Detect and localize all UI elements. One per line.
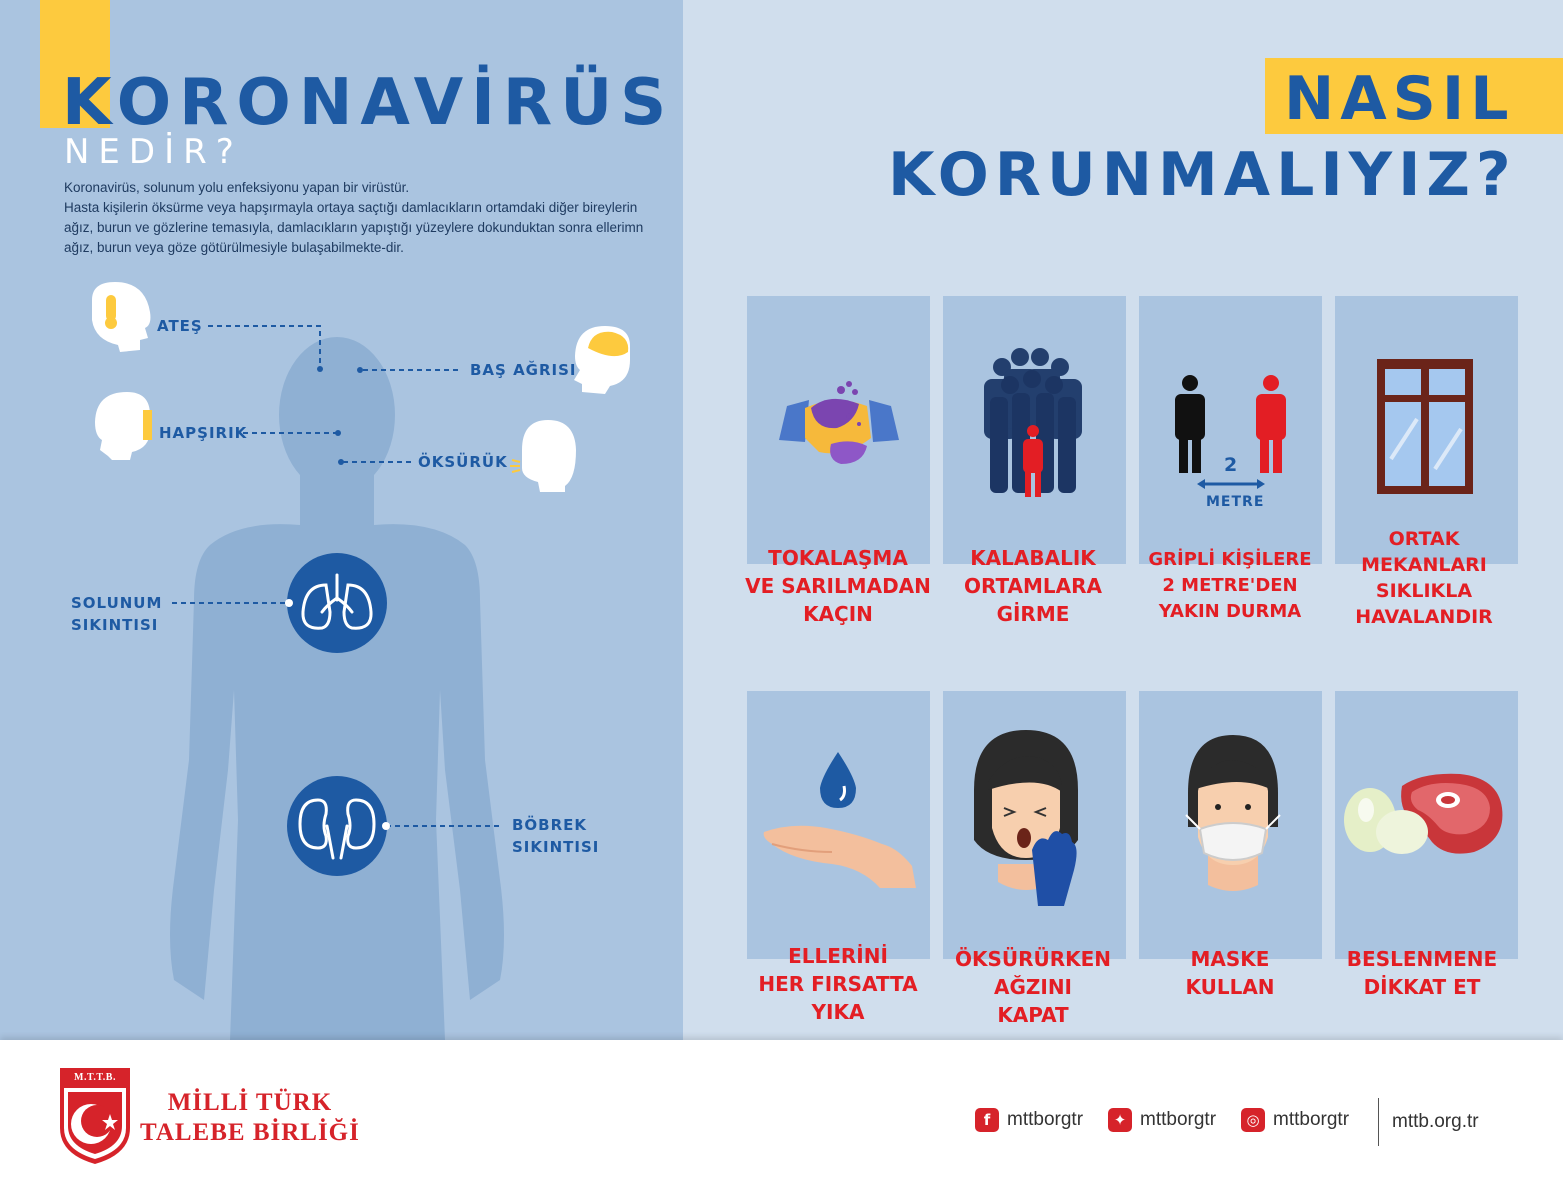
instagram-handle: mttborgtr xyxy=(1273,1109,1350,1130)
symptom-respiratory-line1: SOLUNUM xyxy=(71,594,163,612)
intro-paragraph-1: Koronavirüs, solunum yolu enfeksiyonu yapan bir virüstür. xyxy=(64,180,410,195)
symptom-cough-label: ÖKSÜRÜK xyxy=(418,453,508,471)
org-name-line1: MİLLİ TÜRK xyxy=(167,1089,333,1116)
symptom-sneeze-label: HAPŞIRIK xyxy=(159,424,248,442)
card-mask-label: MASKE KULLAN xyxy=(1185,947,1275,999)
page-title-right-line2: KORUNMALIYIZ? xyxy=(888,140,1517,210)
instagram-icon: ◎ xyxy=(1241,1108,1265,1132)
instagram-link[interactable] xyxy=(1241,1108,1349,1132)
headache-head-icon xyxy=(574,326,630,394)
fever-head-icon xyxy=(92,282,150,352)
card-handshake-label: TOKALAŞMA VE SARILMADAN KAÇIN xyxy=(745,546,931,626)
handshake-icon xyxy=(775,378,903,470)
facebook-handle: mttborgtr xyxy=(1007,1109,1084,1130)
intro-paragraph-2: Hasta kişilerin öksürme veya hapşırmayla ortaya saçtığı damlacıkların ortamdaki diğer bireylerin ağız, burun ve gözlerine temasıyla, damlacıkların yapıştığı yüzeylere dokunduktan sonra ellerimn ağız, burun veya göze götürülmesiyle bulaşabilmekte-dir. xyxy=(64,200,644,255)
distance-unit: METRE xyxy=(1206,494,1265,510)
logo-text: M.T.T.B. xyxy=(74,1072,116,1083)
org-name xyxy=(140,1088,360,1148)
human-body-figure xyxy=(0,0,683,1040)
water-drop-hand-icon xyxy=(762,752,918,892)
distance-value: 2 xyxy=(1224,454,1239,476)
symptom-kidney-line1: BÖBREK xyxy=(512,816,588,834)
page-title-right-line1: NASIL xyxy=(1284,64,1515,134)
footer-divider xyxy=(1378,1098,1379,1146)
symptom-kidney-line2: SIKINTISI xyxy=(512,838,600,856)
facebook-link[interactable] xyxy=(975,1108,1083,1132)
crowd-icon xyxy=(980,345,1086,500)
food-icon xyxy=(1342,772,1506,858)
sneeze-head-icon xyxy=(95,392,152,460)
card-crowd-label: KALABALIK ORTAMLARA GİRME xyxy=(963,546,1103,626)
twitter-handle: mttborgtr xyxy=(1140,1109,1217,1130)
cough-head-icon xyxy=(510,420,576,492)
card-distance-label: GRİPLİ KİŞİLERE 2 METRE'DEN YAKIN DURMA xyxy=(1148,549,1312,622)
twitter-icon: ✦ xyxy=(1108,1108,1132,1132)
card-hand-wash-label: ELLERİNİ HER FIRSATTA YIKA xyxy=(758,944,918,1024)
card-nutrition-label: BESLENMENE DİKKAT ET xyxy=(1346,947,1498,999)
twitter-link[interactable] xyxy=(1108,1108,1216,1132)
page-subtitle-left: NEDİR? xyxy=(64,132,243,172)
symptom-fever-label: ATEŞ xyxy=(157,317,203,335)
cough-cover-icon xyxy=(968,730,1084,906)
symptom-respiratory-label xyxy=(71,592,162,636)
symptom-kidney-label xyxy=(512,814,599,858)
symptom-respiratory-line2: SIKINTISI xyxy=(71,616,159,634)
website-link[interactable]: mttb.org.tr xyxy=(1392,1111,1479,1132)
mask-icon xyxy=(1180,735,1286,895)
page-title-left: KORONAVİRÜS xyxy=(62,66,675,140)
card-window-label: ORTAK MEKANLARI SIKLIKLA HAVALANDIR xyxy=(1355,528,1493,628)
facebook-icon: f xyxy=(975,1108,999,1132)
window-icon xyxy=(1377,359,1473,494)
org-name-line2: TALEBE BİRLİĞİ xyxy=(140,1119,360,1146)
symptom-headache-label: BAŞ AĞRISI xyxy=(470,361,577,379)
card-cough-cover-label: ÖKSÜRÜRKEN AĞZINI KAPAT xyxy=(954,947,1112,1027)
